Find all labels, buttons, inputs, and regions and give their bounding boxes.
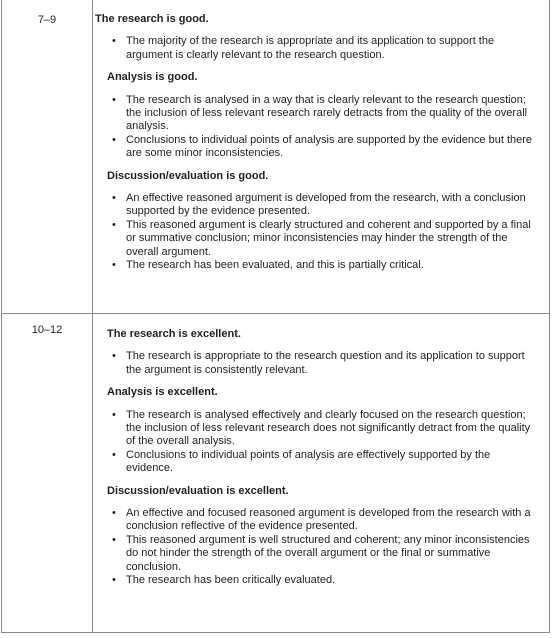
bullet-item: • Conclusions to individual points of analysis are effectively supported by the evidence.: [126, 449, 539, 476]
descriptor-cell: [93, 0, 549, 282]
section-heading: Analysis is excellent.: [107, 386, 218, 399]
bullet-item: • Conclusions to individual points of analysis are supported by the evidence but there are some minor inconsistencies.: [126, 134, 539, 161]
descriptor-cell: [93, 314, 549, 597]
section-heading: Discussion/evaluation is excellent.: [107, 484, 289, 497]
bullet-item: • The research is appropriate to the research question and its application to support the argument is consistently relevant.: [126, 350, 539, 377]
section-heading: The research is good.: [95, 13, 209, 25]
bullet-item: • An effective reasoned argument is developed from the research, with a conclusion supported by the evidence presented.: [126, 192, 539, 219]
bullet-item: • The majority of the research is appropriate and its application to support the argument is clearly relevant to the research question.: [126, 35, 539, 62]
mark-range: 10–12: [31, 324, 63, 336]
bullet-item: • This reasoned argument is well structured and coherent; any minor inconsistencies do not hinder the strength of the overall argument or the final or summative conclusion.: [126, 534, 539, 574]
bullet-list: [107, 94, 539, 161]
bullet-list: [107, 409, 539, 476]
section-heading: Analysis is good.: [107, 71, 198, 84]
bullet-item: • This reasoned argument is clearly structured and coherent and supported by a final or summative conclusion; minor inconsistencies may hinder the strength of the overall argument.: [126, 219, 539, 259]
bullet-item: • The research is analysed effectively and clearly focused on the research question; the inclusion of less relevant research does not significantly detract from the quality of the overall analysis.: [126, 409, 539, 449]
bullet-list: [107, 192, 539, 272]
bullet-item: • The research is analysed in a way that is clearly relevant to the research question; the inclusion of less relevant research rarely detracts from the quality of the overall analysis.: [126, 94, 539, 134]
bullet-item: • The research has been critically evaluated.: [126, 574, 539, 587]
bullet-list: [107, 507, 539, 587]
bullet-item: • The research has been evaluated, and this is partially critical.: [126, 259, 539, 272]
rubric-row-7-9: [2, 0, 549, 314]
bullet-list: [107, 35, 539, 62]
mark-range: 7–9: [37, 14, 57, 26]
bullet-item: • An effective and focused reasoned argument is developed from the research with a conclusion reflective of the evidence presented.: [126, 507, 539, 534]
bullet-list: [107, 350, 539, 377]
rubric-row-10-12: [2, 314, 549, 632]
rubric-table: [1, 0, 550, 633]
section-heading: The research is excellent.: [107, 328, 241, 340]
section-heading: Discussion/evaluation is good.: [107, 169, 269, 182]
